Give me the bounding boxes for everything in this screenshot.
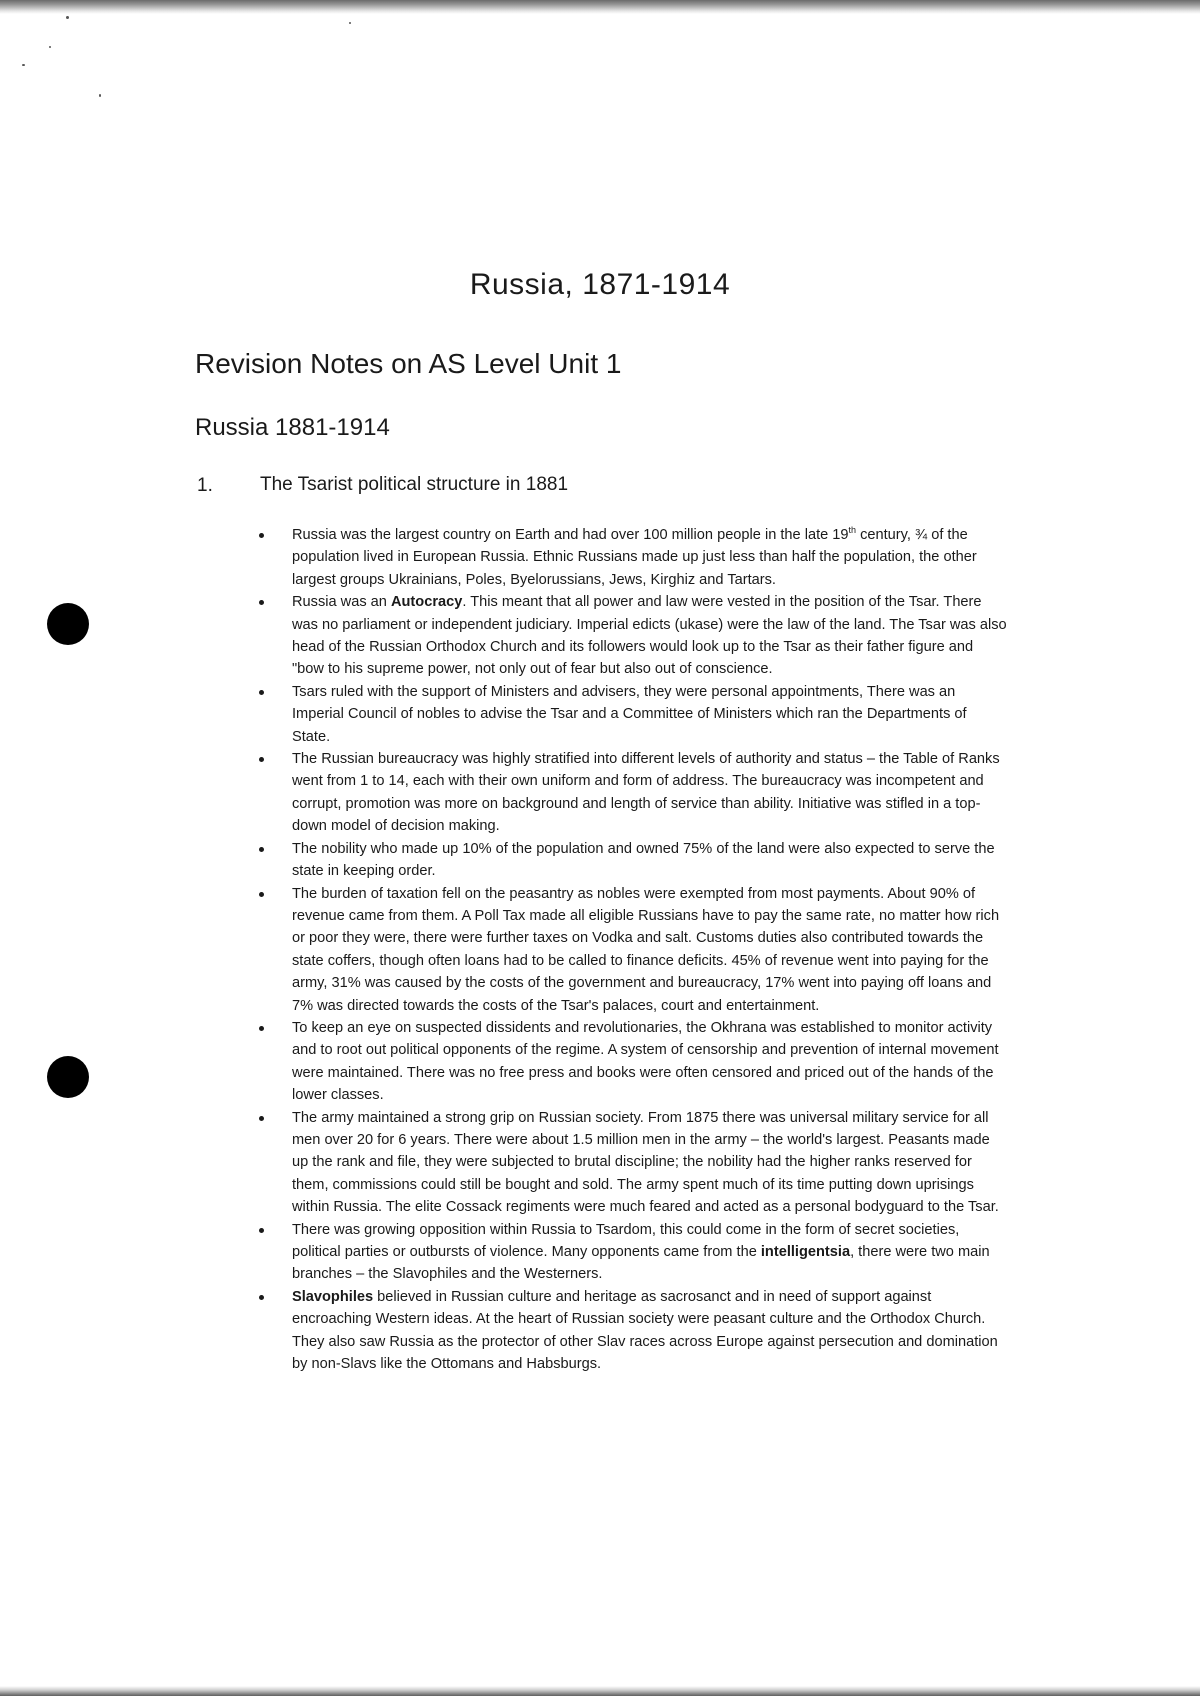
bullet-item: [292, 524, 1008, 591]
bullet-text: believed in Russian culture and heritage as sacrosanct and in need of support against encroaching Western ideas. At the heart of Russian society were peasant culture and the Orthodox Church. They also saw Russia as the protector of other Slav races across Europe against persecution and domination by non-Slavs like the Ottomans and Habsburgs.: [292, 1288, 998, 1373]
section-heading: Russia 1881-1914: [195, 414, 390, 441]
scan-speck: [66, 16, 69, 19]
item-number: 1.: [197, 475, 213, 496]
item-title: The Tsarist political structure in 1881: [260, 474, 569, 495]
document-subtitle: Revision Notes on AS Level Unit 1: [195, 348, 622, 379]
bullet-text: Russia was an: [292, 594, 391, 611]
scan-speck: [49, 46, 51, 48]
bullet-dot: [259, 533, 264, 538]
bullet-text: The nobility who made up 10% of the population and owned 75% of the land were also expected to serve the state in keeping order.: [292, 840, 995, 880]
bullet-item: [292, 681, 1008, 748]
bullet-list: [292, 524, 1008, 1375]
bullet-dot: [259, 1026, 264, 1031]
bullet-dot: [259, 847, 264, 852]
scan-speck: [99, 94, 101, 97]
punch-hole: [47, 1056, 89, 1098]
bullet-dot: [259, 1116, 264, 1121]
scan-top-edge: [0, 0, 1200, 14]
bullet-text: Tsars ruled with the support of Ministers and advisers, they were personal appointments, There was an Imperial Council of nobles to advise the Tsar and a Committee of Ministers which ran the Departments of State.: [292, 683, 967, 745]
bullet-emphasis: Autocracy: [390, 594, 463, 611]
bullet-text: The army maintained a strong grip on Russian society. From 1875 there was universal military service for all men over 20 for 6 years. There were about 1.5 million men in the army – the world's largest. Peasants made up the rank and file, they were subjected to brutal discipline; the nobility had the higher ranks reserved for them, commissions could still be bought and sold. The army spent much of its time putting down uprisings within Russia. The elite Cossack regiments were much feared and acted as a personal bodyguard to the Tsar.: [292, 1109, 999, 1216]
bullet-item: [292, 838, 1008, 883]
bullet-dot: [259, 600, 264, 605]
bullet-dot: [259, 892, 264, 897]
bullet-text: . This meant that all power and law were vested in the position of the Tsar. There was no parliament or independent judiciary. Imperial edicts (ukase) were the law of the land. The Tsar was also head of the Russian Orthodox Church and its followers would look up to the Tsar as their father figure and "bow to his supreme power, not only out of fear but also out of conscience.: [292, 594, 1007, 678]
bullet-item: [292, 748, 1008, 838]
bullet-text: , there were two main branches – the Slavophiles and the Westerners.: [292, 1244, 990, 1283]
bullet-item: [292, 1219, 1008, 1286]
bullet-item: [292, 591, 1008, 681]
scan-bottom-edge: [0, 1686, 1200, 1696]
bullet-emphasis: intelligentsia: [760, 1244, 851, 1260]
bullet-text: Russia was the largest country on Earth and had over 100 million people in the late 19: [292, 527, 849, 543]
punch-hole: [47, 603, 89, 645]
bullet-text: century, ¾ of the population lived in European Russia. Ethnic Russians made up just less than half the population, the other largest groups Ukrainians, Poles, Byelorussians, Jews, Kirghiz and Tartars.: [292, 527, 977, 588]
bullet-item: [292, 1107, 1008, 1219]
bullet-text: To keep an eye on suspected dissidents and revolutionaries, the Okhrana was established to monitor activity and to root out political opponents of the regime. A system of censorship and prevention of internal movement were maintained. There was no free press and books were often censored and priced out of the hands of the lower classes.: [292, 1019, 999, 1104]
bullet-dot: [259, 690, 264, 695]
scan-speck: [22, 64, 25, 66]
bullet-dot: [259, 757, 264, 762]
bullet-item: [292, 1286, 1008, 1376]
bullet-item: [292, 1017, 1008, 1107]
bullet-text: The burden of taxation fell on the peasantry as nobles were exempted from most payments. About 90% of revenue came from them. A Poll Tax made all eligible Russians have to pay the same rate, no matter how rich or poor they were, there were further taxes on Vodka and salt. Customs duties also contributed towards the state coffers, though often loans had to be called to finance deficits. 45% of revenue went into paying for the army, 31% was caused by the costs of the government and bureaucracy, 17% went into paying off loans and 7% was directed towards the costs of the Tsar's palaces, court and entertainment.: [292, 885, 1000, 1014]
document-title: Russia, 1871-1914: [469, 268, 731, 301]
bullet-text: th: [848, 525, 857, 536]
bullet-dot: [259, 1295, 264, 1300]
scan-speck: [349, 22, 351, 24]
bullet-emphasis: Slavophiles: [292, 1288, 374, 1305]
bullet-dot: [259, 1228, 264, 1233]
bullet-text: The Russian bureaucracy was highly stratified into different levels of authority and status – the Table of Ranks went from 1 to 14, each with their own uniform and form of address. The bureaucracy was incompetent and corrupt, promotion was more on background and length of service than ability. Initiative was stifled in a top-down model of decision making.: [292, 751, 1000, 835]
bullet-text: There was growing opposition within Russia to Tsardom, this could come in the form of secret societies, political parties or outbursts of violence. Many opponents came from the: [292, 1221, 960, 1260]
bullet-item: [292, 883, 1008, 1017]
